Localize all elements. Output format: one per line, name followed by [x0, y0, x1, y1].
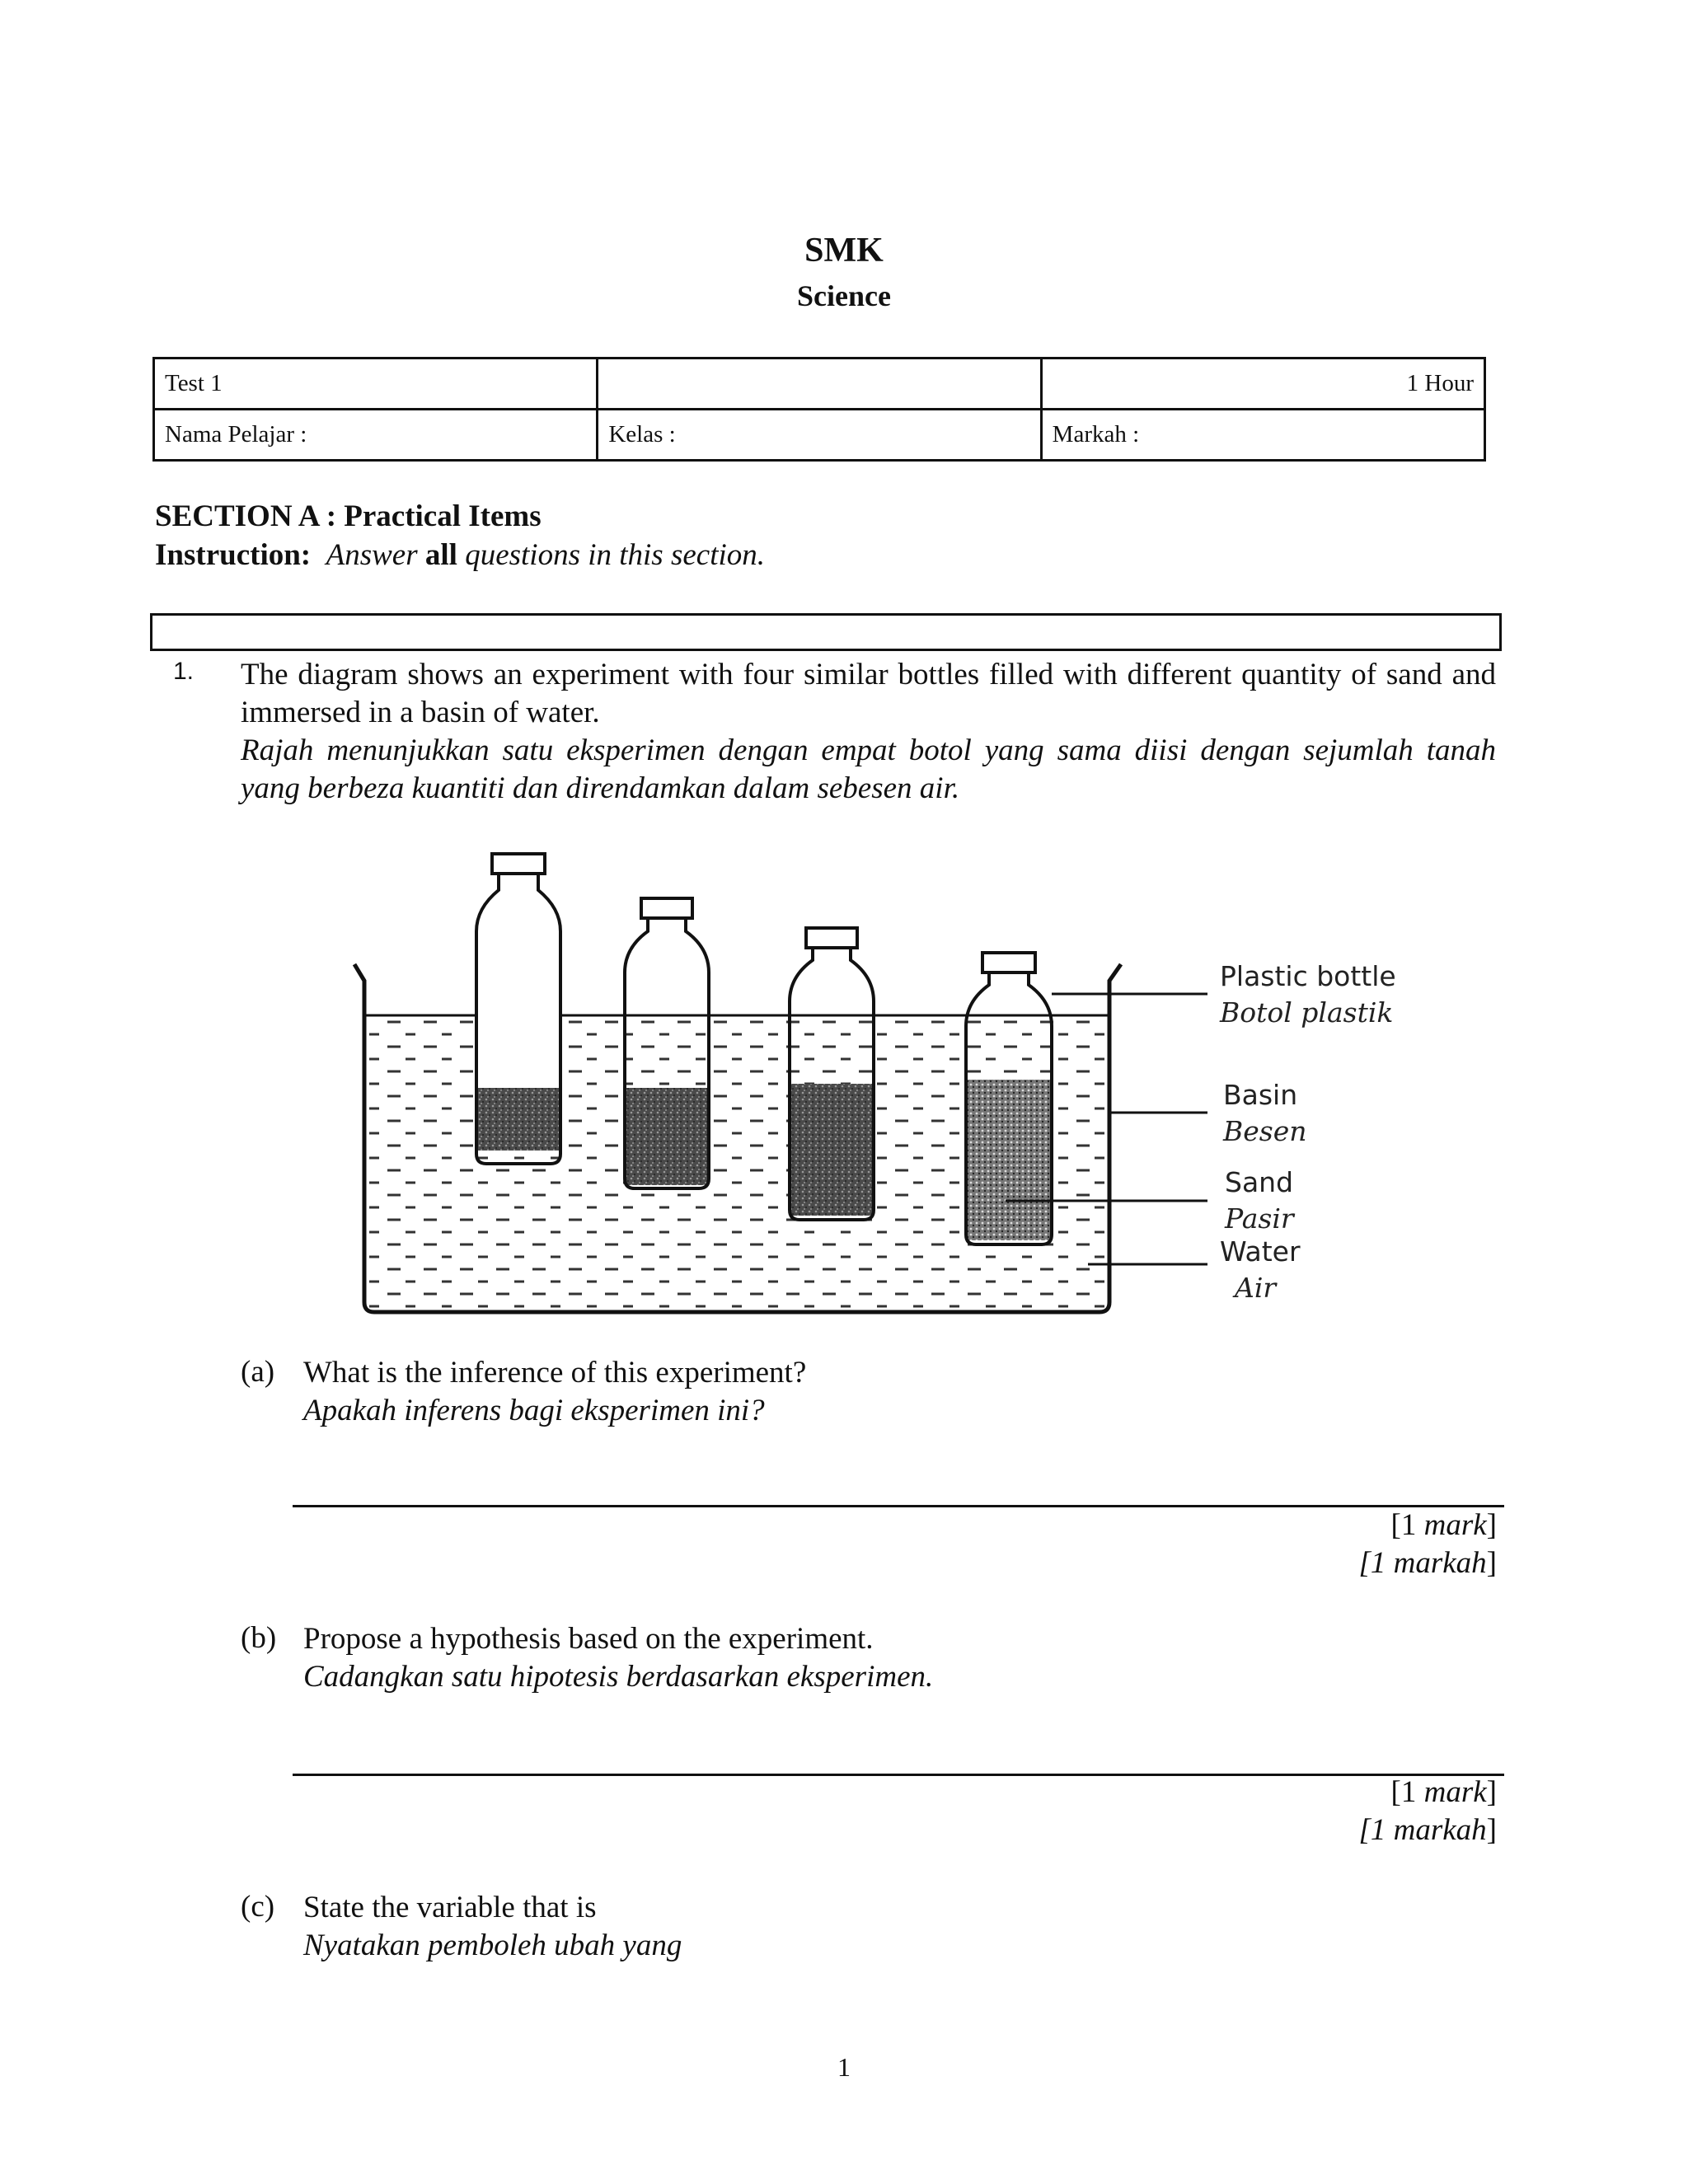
test-info-table — [152, 357, 1486, 462]
student-name-field[interactable]: Nama Pelajar : — [154, 410, 598, 461]
mark-en-num: [1 — [1390, 1508, 1424, 1542]
school-name: SMK — [804, 232, 884, 269]
blank-cell — [598, 359, 1041, 410]
part-a-answer-line[interactable] — [293, 1505, 1504, 1507]
mark-en-close: ] — [1486, 1508, 1497, 1542]
instruction-label: Instruction: — [155, 538, 312, 572]
part-a-question — [303, 1354, 1490, 1430]
mark-en-word: mark — [1423, 1775, 1487, 1809]
instruction-bold: all — [424, 538, 457, 572]
part-b-answer-line[interactable] — [293, 1774, 1504, 1776]
marks-field[interactable]: Markah : — [1041, 410, 1484, 461]
question-number: 1. — [173, 658, 195, 685]
part-c-text-en: State the variable that is — [303, 1891, 597, 1924]
mark-my: [1 markah — [1358, 1546, 1487, 1580]
mark-my: [1 markah — [1358, 1813, 1487, 1847]
test-name-cell: Test 1 — [154, 359, 598, 410]
page-number: 1 — [837, 2052, 851, 2082]
part-b-text-my: Cadangkan satu hipotesis berdasarkan eksperimen. — [303, 1660, 934, 1694]
label-basin: Basin — [1223, 1079, 1298, 1111]
part-c-text-my: Nyatakan pemboleh ubah yang — [303, 1929, 682, 1962]
experiment-diagram — [346, 841, 1409, 1319]
part-b-question — [303, 1620, 1490, 1696]
table-row — [154, 359, 1485, 410]
subject-title: Science — [797, 279, 891, 312]
label-besen: Besen — [1223, 1115, 1307, 1147]
part-b-marks — [1358, 1774, 1497, 1849]
label-sand: Sand — [1225, 1166, 1294, 1198]
duration-cell: 1 Hour — [1041, 359, 1484, 410]
label-air: Air — [1235, 1272, 1277, 1304]
part-c-label: (c) — [241, 1890, 275, 1924]
label-botol-plastik: Botol plastik — [1220, 996, 1394, 1029]
section-title: SECTION A : Practical Items — [155, 499, 542, 533]
instruction-post: questions in this section. — [465, 538, 766, 572]
instruction-pre: Answer — [326, 538, 418, 572]
mark-my-close: ] — [1486, 1546, 1497, 1580]
class-field[interactable]: Kelas : — [598, 410, 1041, 461]
part-b-label: (b) — [241, 1621, 277, 1655]
part-c-question — [303, 1889, 1490, 1965]
part-a-text-en: What is the inference of this experiment? — [303, 1356, 807, 1390]
mark-my-close: ] — [1486, 1813, 1497, 1847]
question-text-en: The diagram shows an experiment with four similar bottles filled with different quantity of sand and immersed in a basin of water. — [241, 658, 1496, 729]
part-b-text-en: Propose a hypothesis based on the experiment. — [303, 1622, 874, 1656]
label-plastic-bottle: Plastic bottle — [1220, 960, 1396, 992]
part-a-label: (a) — [241, 1355, 275, 1389]
mark-en-num: [1 — [1390, 1775, 1424, 1809]
mark-en-close: ] — [1486, 1775, 1497, 1809]
question-text-my: Rajah menunjukkan satu eksperimen dengan empat botol yang sama diisi dengan sejumlah tanah yang berbeza kuantiti dan direndamkan dalam sebesen air. — [241, 733, 1496, 805]
label-pasir: Pasir — [1225, 1202, 1294, 1235]
bottle-1 — [476, 854, 560, 1164]
question-header-box — [150, 613, 1502, 651]
instruction — [155, 537, 765, 573]
table-row — [154, 410, 1485, 461]
part-a-text-my: Apakah inferens bagi eksperimen ini? — [303, 1394, 765, 1427]
label-water: Water — [1220, 1235, 1301, 1268]
mark-en-word: mark — [1423, 1508, 1487, 1542]
part-a-marks — [1358, 1507, 1497, 1582]
